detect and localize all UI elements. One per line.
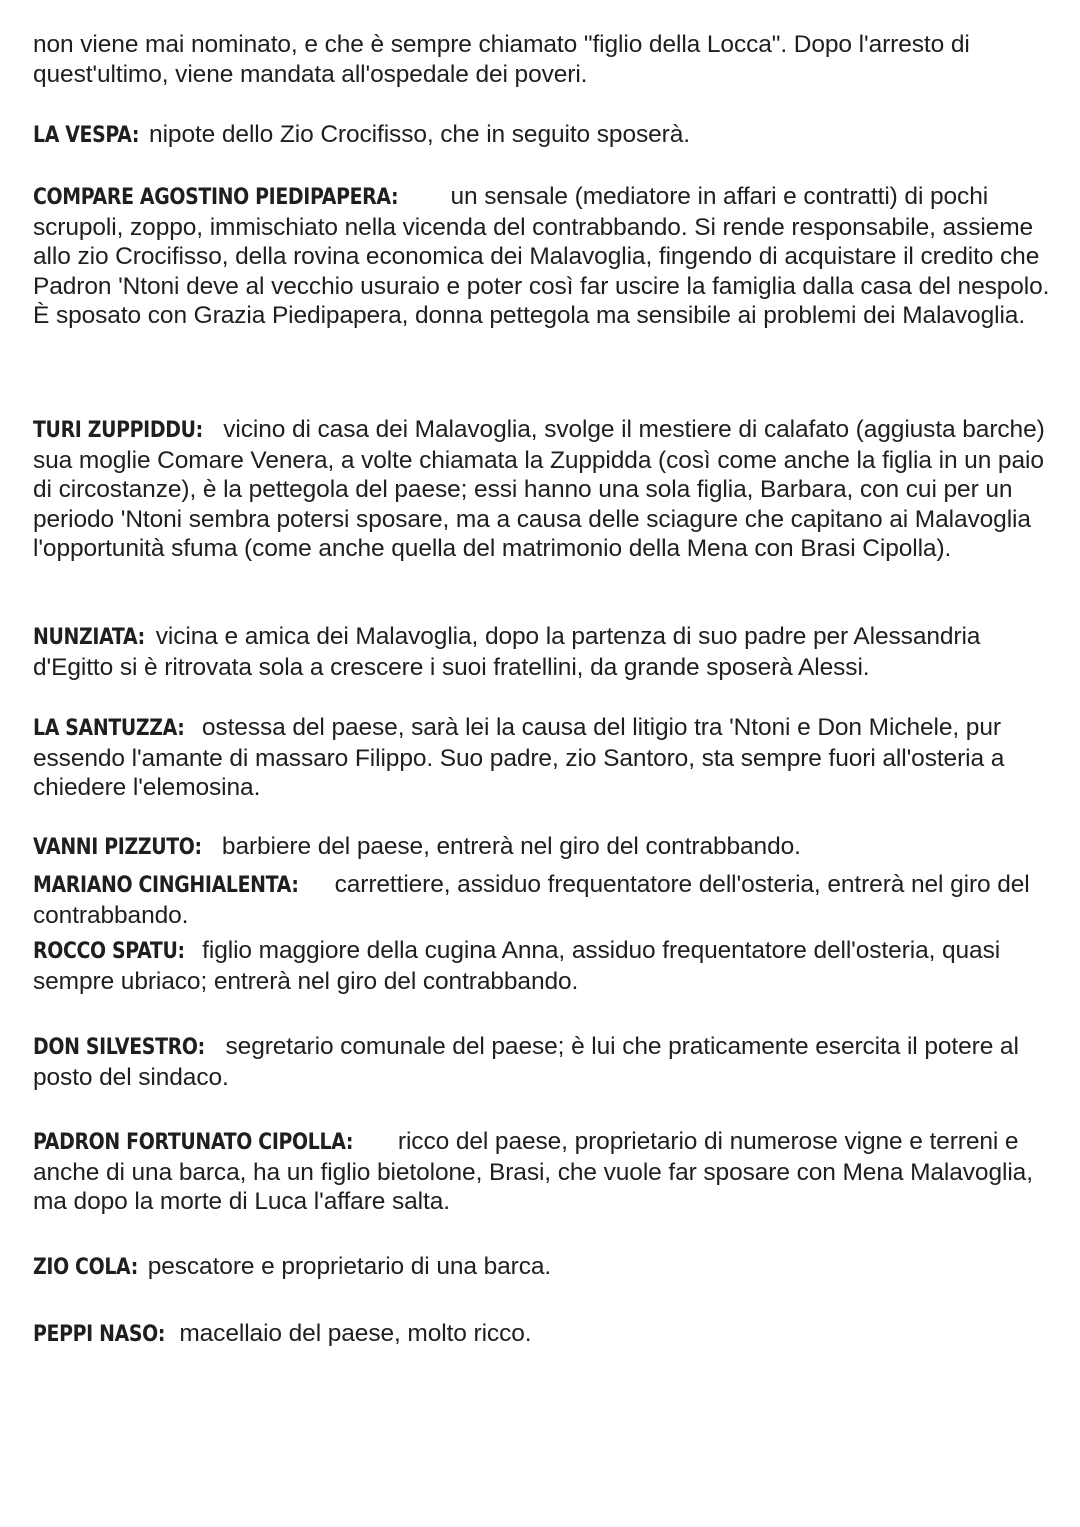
entry-text: barbiere del paese, entrerà nel giro del contrabbando.	[215, 833, 801, 860]
intro-paragraph	[33, 30, 1053, 89]
entry-don-silvestro	[33, 1032, 1053, 1092]
entry-text: segretario comunale del paese; è lui che praticamente esercita il potere al posto del sindaco.	[33, 1033, 1019, 1091]
entry-name: PADRON FORTUNATO CIPOLLA:	[33, 1130, 354, 1155]
entry-text: un sensale (mediatore in affari e contratti) di pochi scrupoli, zoppo, immischiato nella vicenda del contrabbando. Si rende responsabile, assieme allo zio Crocifisso, della rovina economica dei Malavoglia, fingendo di acquistare il credito che Padron 'Ntoni deve al vecchio usuraio e poter così far uscire la famiglia dalla casa del nespolo. È sposato con Grazia Piedipapera, donna pettegola ma sensibile ai problemi dei Malavoglia.	[33, 183, 1050, 329]
entry-text: ricco del paese, proprietario di numerose vigne e terreni e anche di una barca, ha un figlio bietolone, Brasi, che vuole far sposare con Mena Malavoglia, ma dopo la morte di Luca l'affare salta.	[33, 1128, 1033, 1215]
entry-text: vicino di casa dei Malavoglia, svolge il mestiere di calafato (aggiusta barche) sua moglie Comare Venera, a volte chiamata la Zuppidda (così come anche la figlia in un paio di circostanze), è la pettegola del paese; essi hanno una sola figlia, Barbara, con cui per un periodo 'Ntoni sembra potersi sposare, ma a causa delle sciagure che capitano ai Malavoglia l'opportunità sfuma (come anche quella del matrimonio della Mena con Brasi Cipolla).	[33, 416, 1045, 562]
entry-name: COMPARE AGOSTINO PIEDIPAPERA:	[33, 185, 399, 210]
entry-nunziata	[33, 622, 1053, 682]
entry-text: ostessa del paese, sarà lei la causa del litigio tra 'Ntoni e Don Michele, pur essendo l'amante di massaro Filippo. Suo padre, zio Santoro, sta sempre fuori all'osteria a chiedere l'elemosina.	[33, 714, 1005, 801]
entry-name: LA VESPA:	[33, 123, 140, 148]
entry-turi-zuppiddu	[33, 415, 1053, 564]
entry-fortunato-cipolla	[33, 1127, 1053, 1217]
entry-text: carrettiere, assiduo frequentatore dell'osteria, entrerà nel giro del contrabbando.	[33, 871, 1030, 929]
entry-mariano-cinghialenta	[33, 870, 1053, 930]
entry-name: PEPPI NASO:	[33, 1322, 166, 1347]
entry-peppi-naso	[33, 1319, 531, 1350]
entry-vanni-pizzuto	[33, 832, 801, 863]
entry-rocco-spatu	[33, 936, 1053, 996]
entry-name: DON SILVESTRO:	[33, 1035, 205, 1060]
entry-name: VANNI PIZZUTO:	[33, 835, 202, 860]
entry-name: LA SANTUZZA:	[33, 716, 185, 741]
entry-text: pescatore e proprietario di una barca.	[141, 1253, 552, 1280]
entry-zio-cola	[33, 1252, 551, 1283]
entry-name: TURI ZUPPIDDU:	[33, 418, 203, 443]
entry-la-santuzza	[33, 713, 1053, 803]
entry-name: ZIO COLA:	[33, 1255, 138, 1280]
entry-name: ROCCO SPATU:	[33, 939, 185, 964]
entry-text: nipote dello Zio Crocifisso, che in seguito sposerà.	[142, 121, 690, 148]
entry-name: MARIANO CINGHIALENTA:	[33, 873, 299, 898]
entry-name: NUNZIATA:	[33, 625, 145, 650]
entry-text: vicina e amica dei Malavoglia, dopo la partenza di suo padre per Alessandria d'Egitto si è ritrovata sola a crescere i suoi fratellini, da grande sposerà Alessi.	[33, 623, 981, 681]
entry-text: figlio maggiore della cugina Anna, assiduo frequentatore dell'osteria, quasi sempre ubriaco; entrerà nel giro del contrabbando.	[33, 937, 1001, 995]
entry-text: macellaio del paese, molto ricco.	[172, 1320, 532, 1347]
entry-piedipapera	[33, 182, 1053, 331]
entry-la-vespa	[33, 120, 690, 151]
intro-text: non viene mai nominato, e che è sempre chiamato "figlio della Locca". Dopo l'arresto di quest'ultimo, viene mandata all'ospedale dei poveri.	[33, 31, 970, 88]
